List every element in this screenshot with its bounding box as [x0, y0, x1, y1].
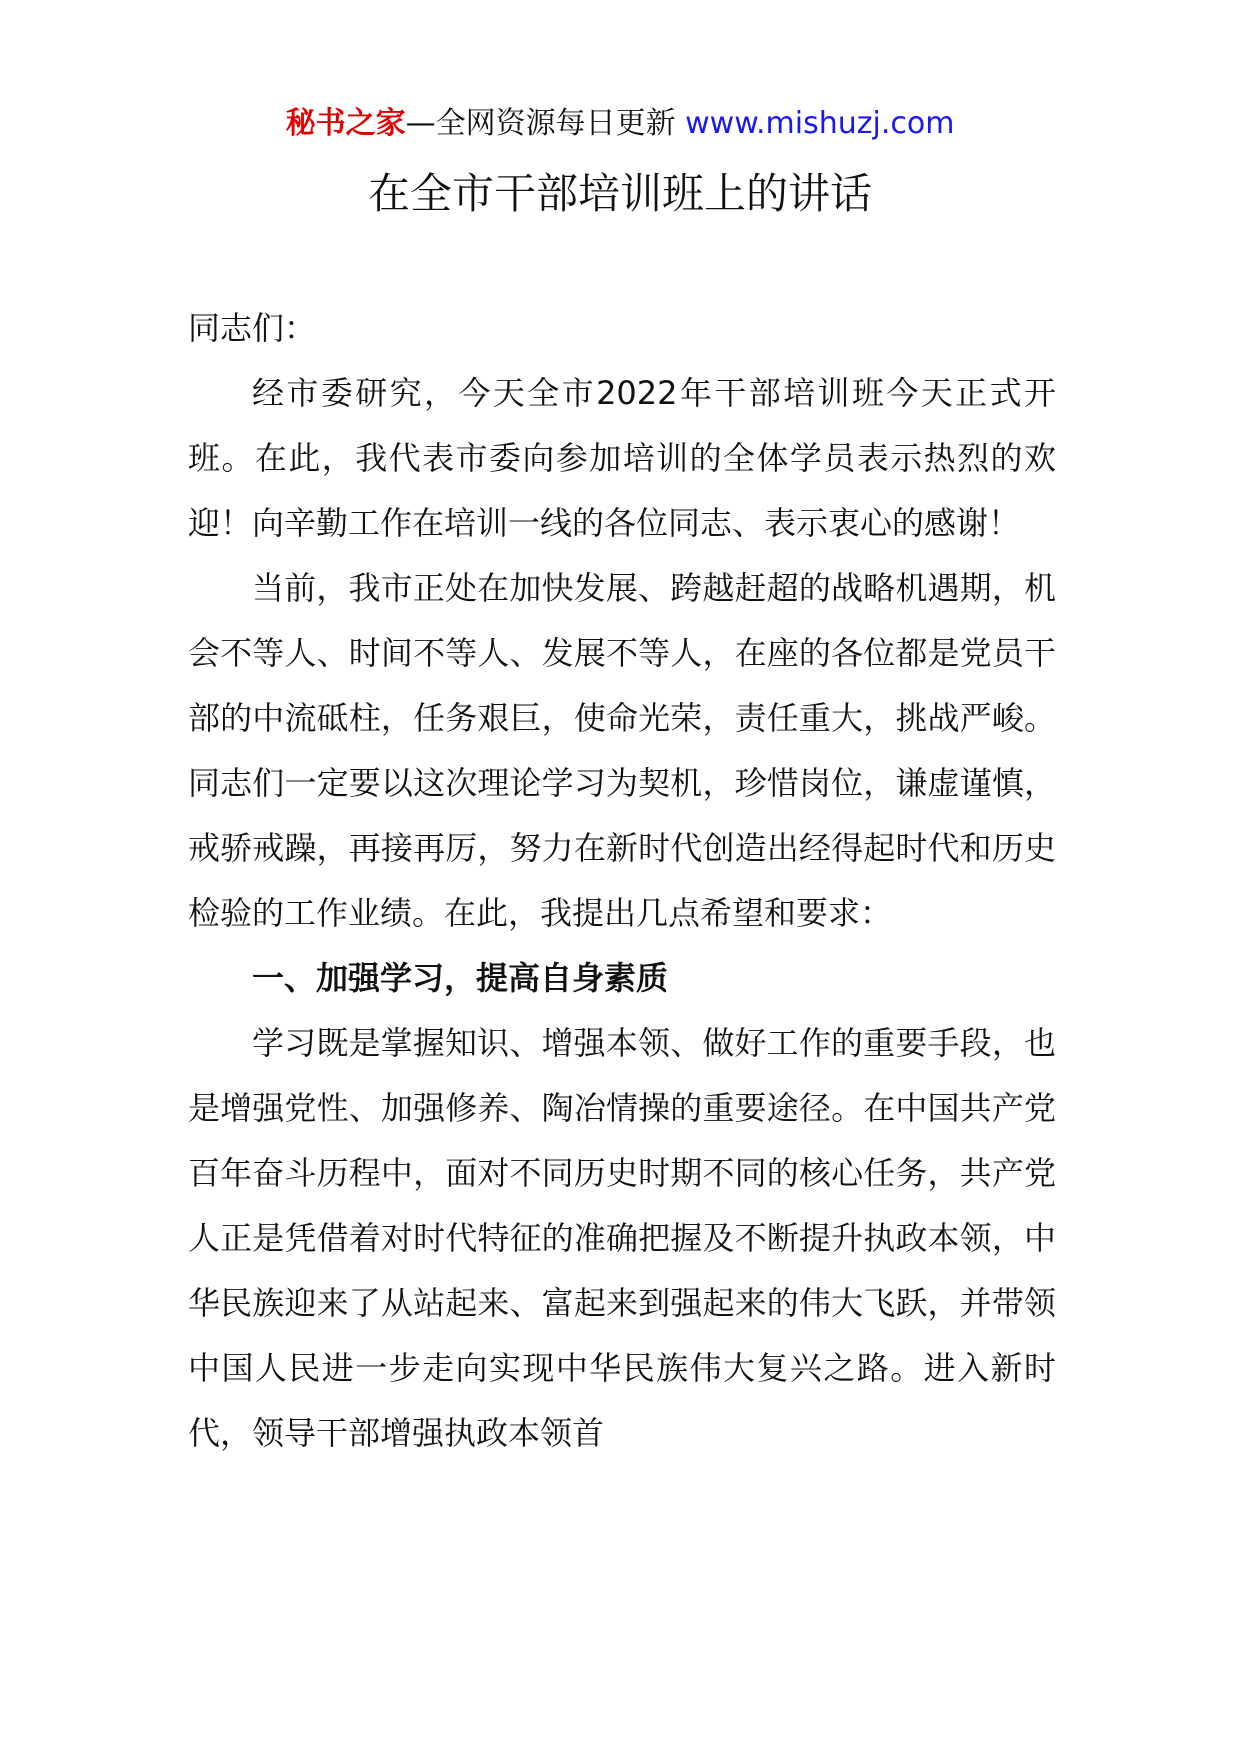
site-tagline: —全网资源每日更新: [405, 106, 676, 141]
body-paragraph: 经市委研究，今天全市2022年干部培训班今天正式开班。在此，我代表市委向参加培训的全体学员表示热烈的欢迎！向辛勤工作在培训一线的各位同志、表示衷心的感谢！: [188, 374, 1056, 542]
document-body: [188, 296, 1056, 1466]
site-brand: 秘书之家: [285, 106, 406, 141]
section-paragraph: 学习既是掌握知识、增强本领、做好工作的重要手段，也是增强党性、加强修养、陶冶情操的重要途径。在中国共产党百年奋斗历程中，面对不同历史时期不同的核心任务，共产党人正是凭借着对时代特征的准确把握及不断提升执政本领，中华民族迎来了从站起来、富起来到强起来的伟大飞跃，并带领中国人民进一步走向实现中华民族伟大复兴之路。进入新时代，领导干部增强执政本领首: [188, 1024, 1056, 1452]
section-heading: 一、加强学习，提高自身素质: [252, 959, 669, 997]
body-paragraph: 当前，我市正处在加快发展、跨越赶超的战略机遇期，机会不等人、时间不等人、发展不等人，在座的各位都是党员干部的中流砥柱，任务艰巨，使命光荣，责任重大，挑战严峻。同志们一定要以这次理论学习为契机，珍惜岗位，谦虚谨慎，戒骄戒躁，再接再厉，努力在新时代创造出经得起时代和历史检验的工作业绩。在此，我提出几点希望和要求：: [188, 569, 1056, 932]
site-header: [0, 104, 1240, 144]
salutation: 同志们：: [188, 309, 317, 347]
site-url-link[interactable]: www.mishuzj.com: [685, 106, 955, 141]
document-title: 在全市干部培训班上的讲话: [367, 169, 872, 218]
